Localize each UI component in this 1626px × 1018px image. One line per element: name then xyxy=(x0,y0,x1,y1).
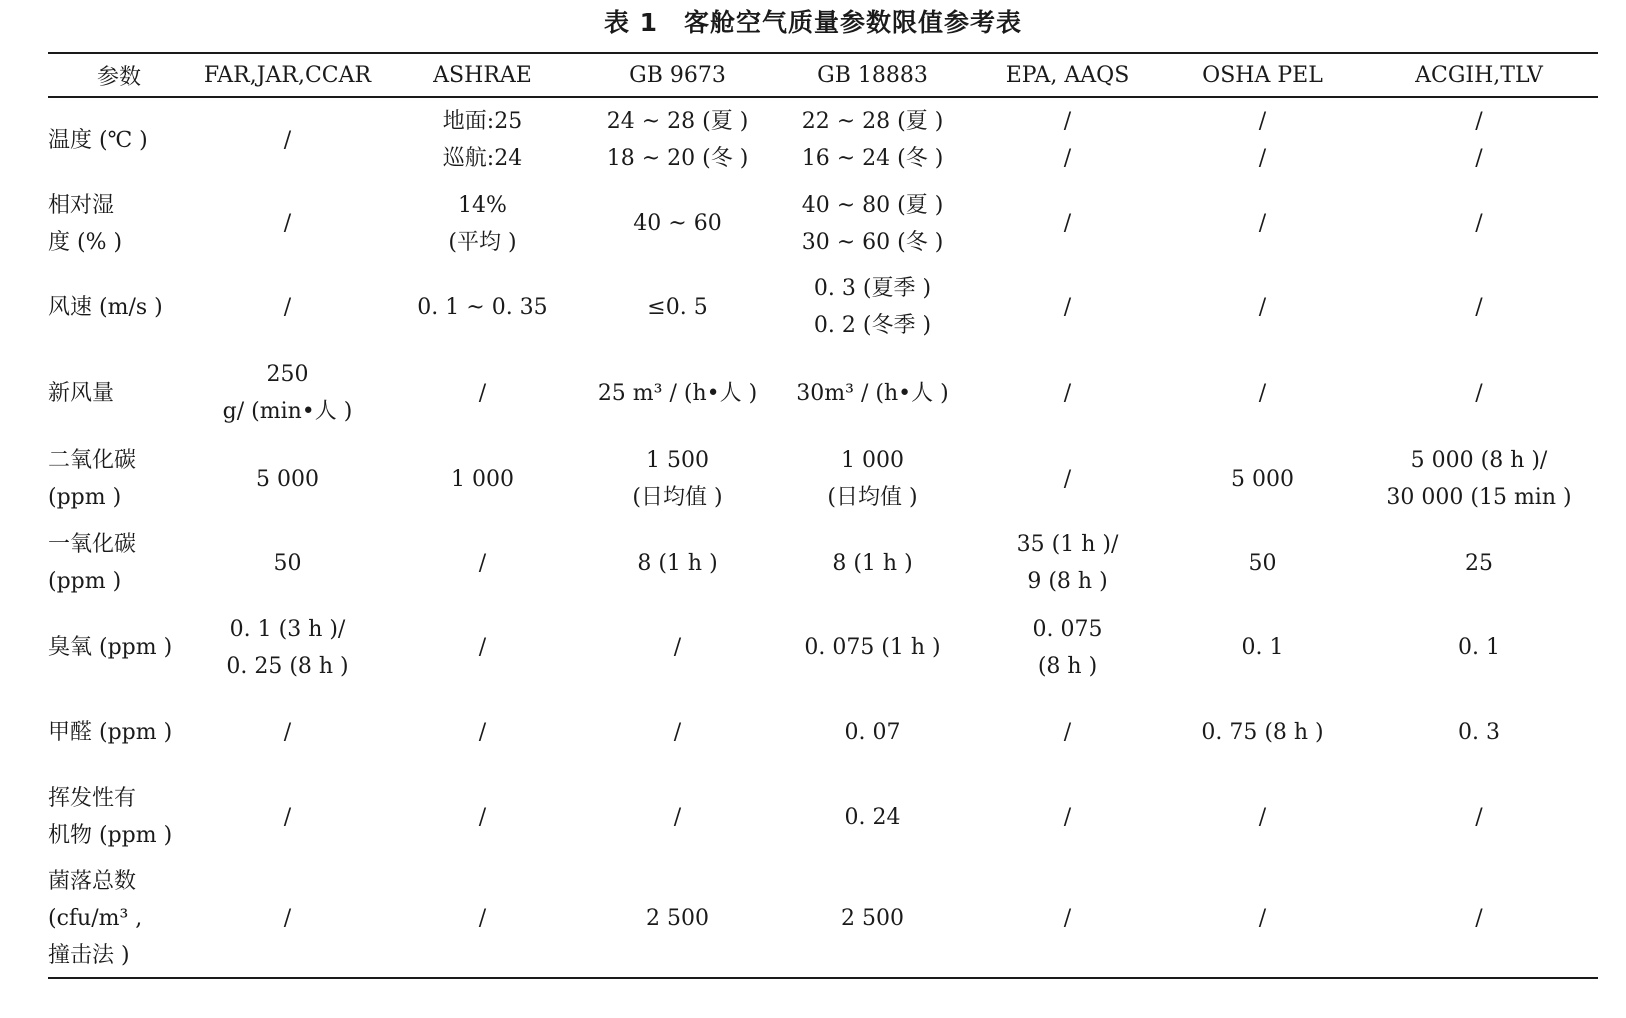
value-cell: 地面:25 巡航:24 xyxy=(442,109,523,171)
row-colony-count xyxy=(48,859,1598,978)
value-cell: ≤0. 5 xyxy=(647,294,708,320)
param-cell: 新风量 xyxy=(48,380,115,406)
header-row xyxy=(48,53,1598,97)
value-cell: 5 000 xyxy=(1231,466,1294,492)
column-header-gb18883: GB 18883 xyxy=(775,53,970,97)
value-cell: 2 500 xyxy=(646,905,709,931)
param-cell: 臭氧 (ppm ) xyxy=(48,635,173,660)
value-cell: / xyxy=(673,804,682,830)
value-cell: / xyxy=(283,211,292,236)
row-carbon-monoxide xyxy=(48,521,1598,605)
table-title: 客舱空气质量参数限值参考表 xyxy=(684,8,1023,37)
row-wind-speed xyxy=(48,265,1598,349)
value-cell: / xyxy=(1475,905,1483,931)
value-cell: 250 g/ (min•人 ) xyxy=(222,362,353,424)
row-vocs xyxy=(48,775,1598,859)
value-cell: 22 ~ 28 (夏 ) 16 ~ 24 (冬 ) xyxy=(801,109,944,171)
value-cell: / xyxy=(1063,720,1072,745)
value-cell: 0. 075 (1 h ) xyxy=(804,635,941,660)
value-cell: 1 000 xyxy=(451,466,514,492)
value-cell: 0. 07 xyxy=(844,720,901,745)
param-cell: 风速 (m/s ) xyxy=(48,294,163,320)
column-header-gb9673: GB 9673 xyxy=(580,53,775,97)
row-carbon-dioxide xyxy=(48,437,1598,521)
value-cell: / xyxy=(673,720,682,745)
value-cell: / / xyxy=(1475,109,1483,171)
value-cell: 5 000 (8 h )/ 30 000 (15 min ) xyxy=(1386,448,1572,510)
value-cell: / xyxy=(1258,294,1267,320)
param-cell: 挥发性有 机物 (ppm ) xyxy=(48,786,173,848)
value-cell: 0. 3 xyxy=(1458,720,1500,745)
column-header-far-jar-ccar: FAR,JAR,CCAR xyxy=(190,53,385,97)
table-caption xyxy=(0,6,1626,40)
value-cell: 2 500 xyxy=(841,905,904,931)
column-header-epa-aaqs: EPA, AAQS xyxy=(970,53,1165,97)
value-cell: 0. 1 (3 h )/ 0. 25 (8 h ) xyxy=(226,616,349,679)
air-quality-limits-table xyxy=(48,52,1598,979)
value-cell: / xyxy=(478,550,487,576)
table-number: 表 1 xyxy=(603,8,659,37)
value-cell: 25 xyxy=(1465,550,1493,576)
value-cell: / xyxy=(1475,211,1483,236)
value-cell: / xyxy=(1258,905,1267,931)
value-cell: / xyxy=(1258,804,1267,830)
value-cell: / xyxy=(1475,380,1483,406)
value-cell: 1 500 (日均值 ) xyxy=(632,448,723,510)
value-cell: 35 (1 h )/ 9 (8 h ) xyxy=(1016,532,1119,594)
param-cell: 一氧化碳 (ppm ) xyxy=(48,532,137,594)
column-header-parameter: 参数 xyxy=(48,53,190,97)
value-cell: / / xyxy=(1063,109,1072,171)
value-cell: / xyxy=(478,720,487,745)
param-cell: 二氧化碳 (ppm ) xyxy=(48,448,137,510)
column-header-osha-pel: OSHA PEL xyxy=(1165,53,1360,97)
column-header-acgih-tlv: ACGIH,TLV xyxy=(1360,53,1598,97)
column-header-ashrae: ASHRAE xyxy=(385,53,580,97)
value-cell: / xyxy=(478,635,487,660)
value-cell: 40 ~ 80 (夏 ) 30 ~ 60 (冬 ) xyxy=(801,192,944,255)
value-cell: 30m³ / (h•人 ) xyxy=(796,380,949,406)
value-cell: 25 m³ / (h•人 ) xyxy=(597,380,758,406)
value-cell: / / xyxy=(1258,109,1267,171)
value-cell: 24 ~ 28 (夏 ) 18 ~ 20 (冬 ) xyxy=(606,109,749,171)
value-cell: 0. 075 (8 h ) xyxy=(1032,616,1103,679)
value-cell: 40 ~ 60 xyxy=(633,211,722,236)
value-cell: / xyxy=(1063,380,1072,406)
row-formaldehyde xyxy=(48,690,1598,775)
param-cell: 温度 (℃ ) xyxy=(48,127,148,153)
value-cell: 0. 24 xyxy=(844,804,901,830)
value-cell: 0. 1 ~ 0. 35 xyxy=(417,294,548,320)
value-cell: / xyxy=(283,905,292,931)
value-cell: 14% (平均 ) xyxy=(448,192,517,255)
value-cell: / xyxy=(1063,466,1072,492)
value-cell: 0. 1 xyxy=(1241,635,1284,660)
value-cell: / xyxy=(283,720,292,745)
value-cell: / xyxy=(1063,211,1072,236)
value-cell: / xyxy=(283,804,292,830)
param-cell: 菌落总数 (cfu/m³ , 撞击法 ) xyxy=(48,868,143,968)
value-cell: / xyxy=(1258,211,1267,236)
value-cell: 8 (1 h ) xyxy=(637,550,718,576)
value-cell: 5 000 xyxy=(256,466,319,492)
row-relative-humidity xyxy=(48,182,1598,265)
value-cell: / xyxy=(1475,294,1483,320)
row-temperature xyxy=(48,97,1598,182)
value-cell: / xyxy=(478,905,487,931)
value-cell: / xyxy=(1258,380,1267,406)
value-cell: / xyxy=(1063,905,1072,931)
row-fresh-air xyxy=(48,349,1598,437)
value-cell: / xyxy=(478,380,487,406)
param-cell: 相对湿 度 (% ) xyxy=(48,192,123,255)
value-cell: 8 (1 h ) xyxy=(832,550,913,576)
value-cell: 50 xyxy=(273,550,302,576)
value-cell: / xyxy=(1063,294,1072,320)
value-cell: / xyxy=(1475,804,1483,830)
value-cell: 0. 1 xyxy=(1458,635,1500,660)
value-cell: / xyxy=(283,294,292,320)
value-cell: / xyxy=(1063,804,1072,830)
value-cell: / xyxy=(478,804,487,830)
param-cell: 甲醛 (ppm ) xyxy=(48,720,173,745)
value-cell: 50 xyxy=(1248,550,1277,576)
row-ozone xyxy=(48,605,1598,690)
value-cell: 1 000 (日均值 ) xyxy=(827,448,918,510)
value-cell: 0. 3 (夏季 ) 0. 2 (冬季 ) xyxy=(813,276,932,338)
value-cell: 0. 75 (8 h ) xyxy=(1201,720,1324,745)
value-cell: / xyxy=(283,127,292,153)
value-cell: / xyxy=(673,635,682,660)
